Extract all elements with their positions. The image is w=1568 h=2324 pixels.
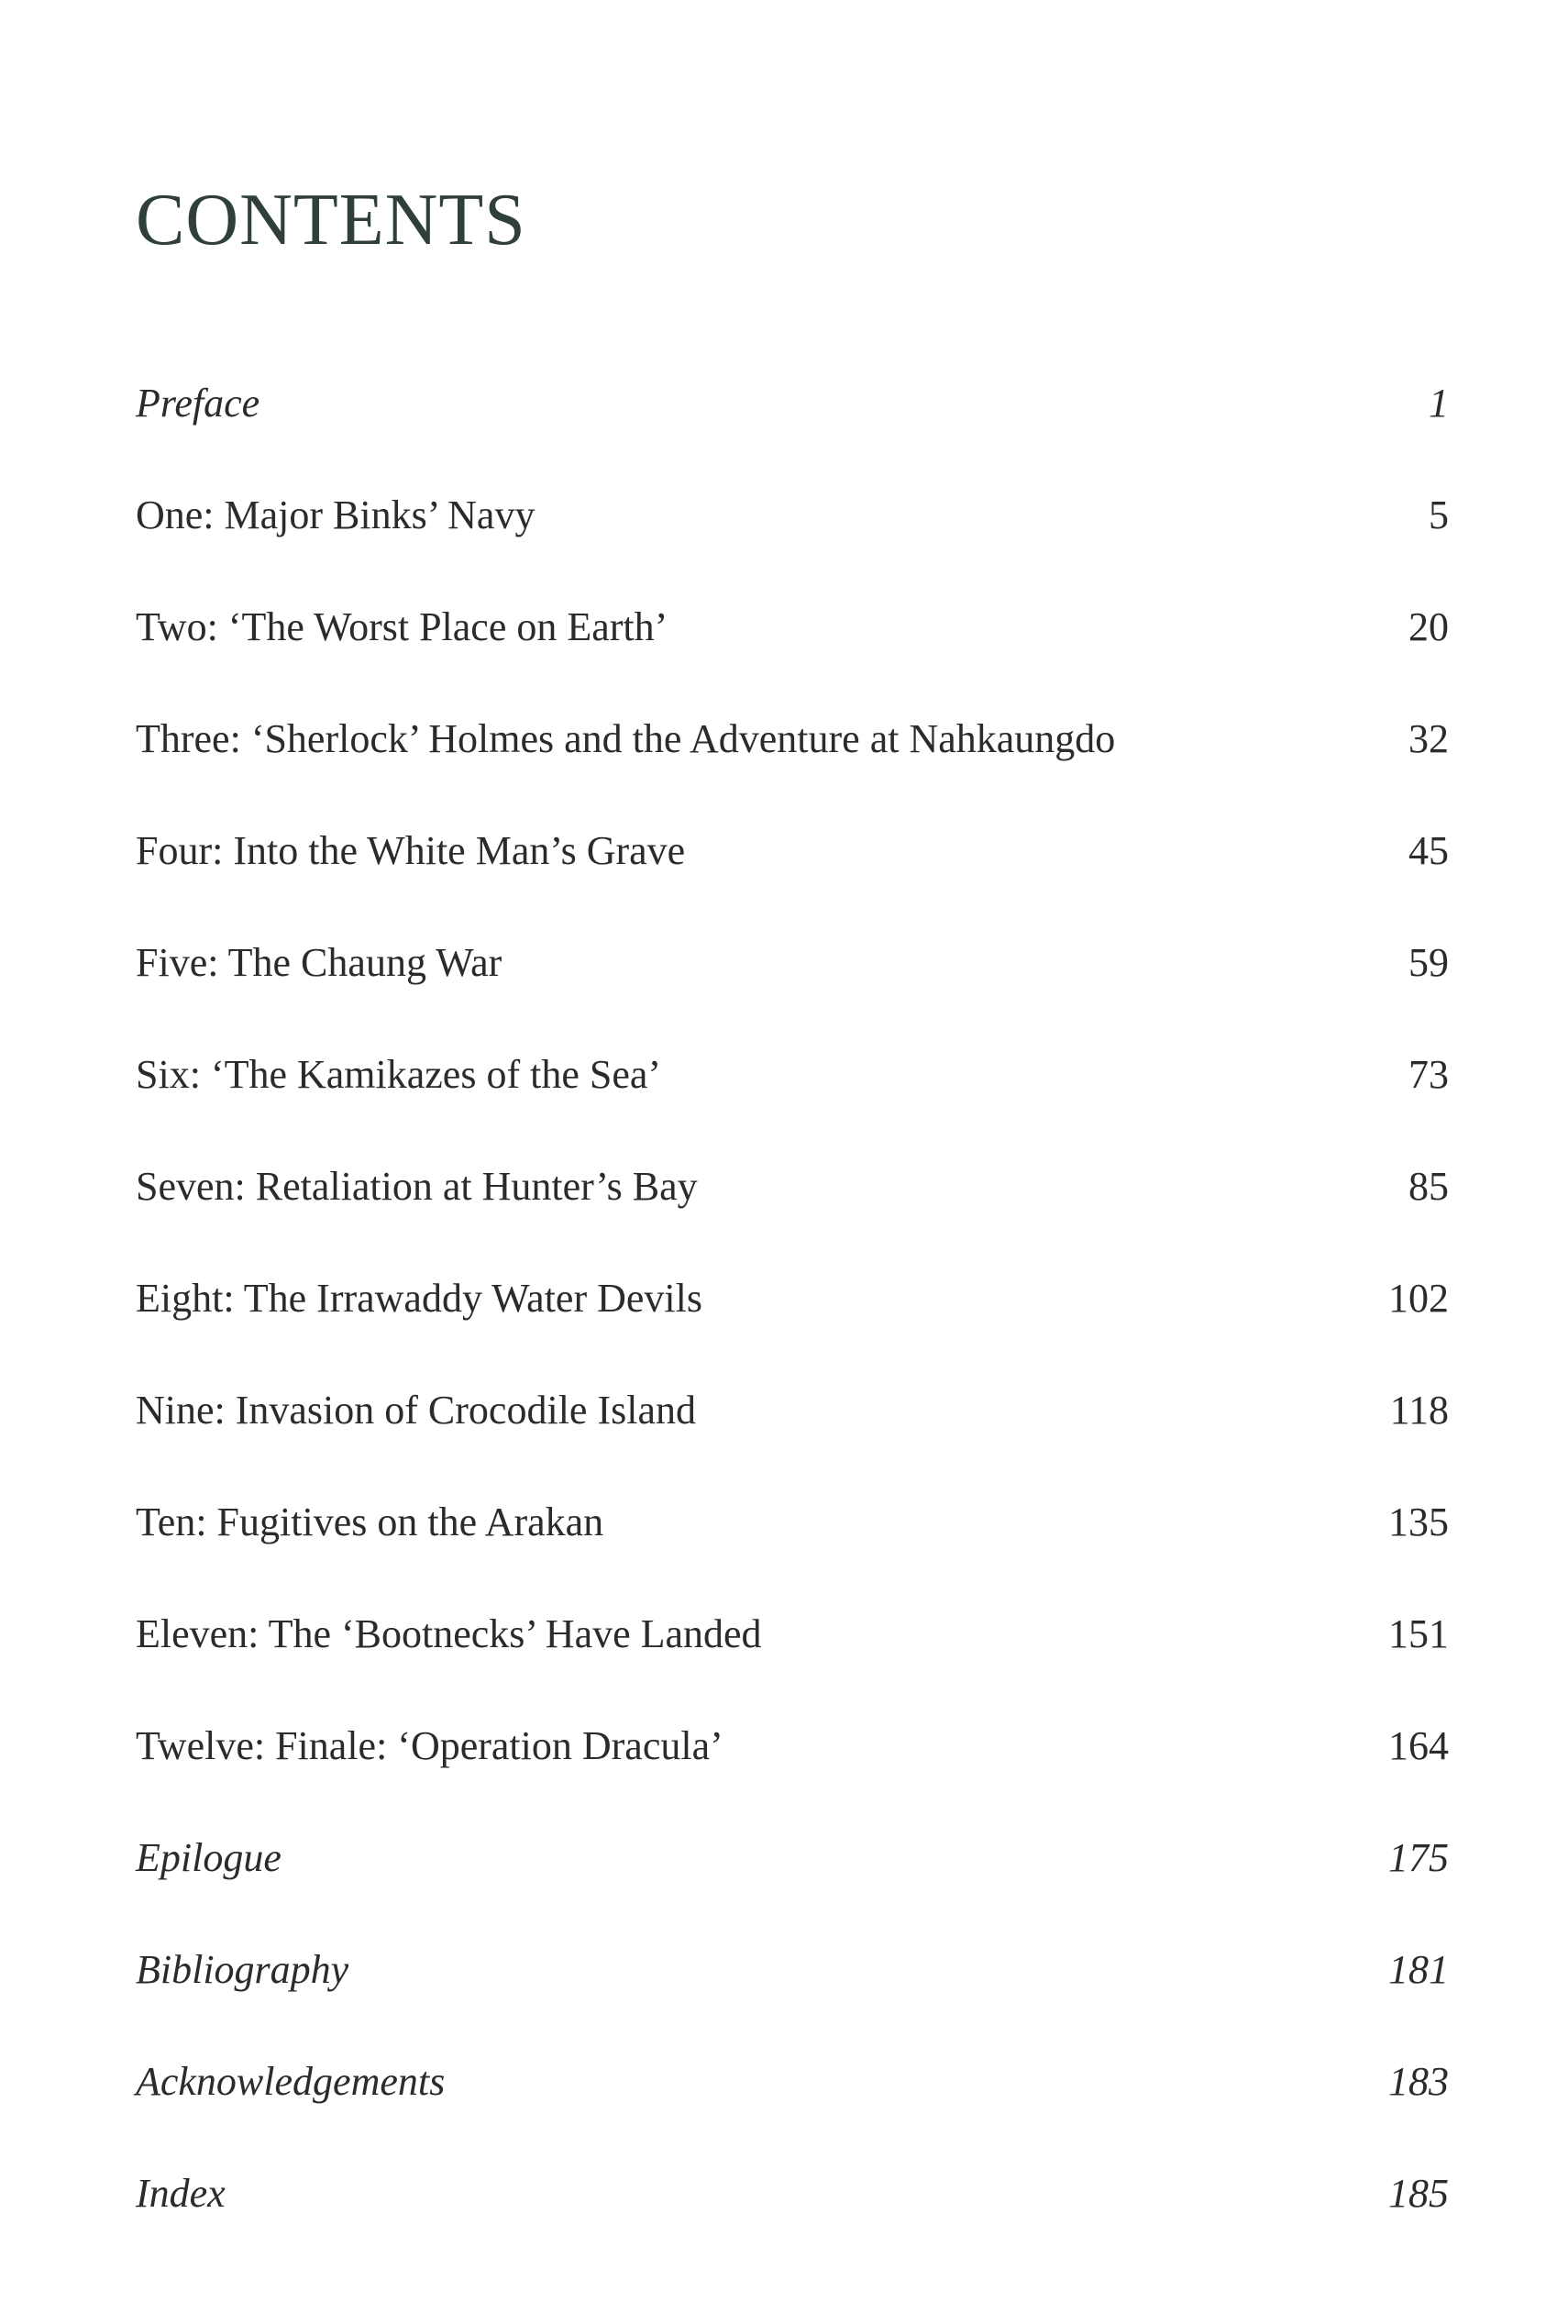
toc-entry-title: Bibliography	[136, 1947, 349, 1992]
toc-entry-page: 102	[1388, 1276, 1449, 1321]
toc-entry-chapter-two	[136, 600, 1449, 655]
toc-entry-chapter-one	[136, 488, 1449, 543]
toc-entry-chapter-five	[136, 935, 1449, 990]
toc-entry-chapter-ten	[136, 1495, 1449, 1550]
toc-entry-title: Eight: The Irrawaddy Water Devils	[136, 1276, 702, 1321]
toc-entry-title: Twelve: Finale: ‘Operation Dracula’	[136, 1723, 723, 1768]
toc-entry-title: Seven: Retaliation at Hunter’s Bay	[136, 1164, 698, 1209]
page-title: CONTENTS	[136, 180, 526, 260]
toc-entry-title: Epilogue	[136, 1835, 282, 1880]
toc-entry-page: 135	[1388, 1500, 1449, 1544]
toc-entry-page: 20	[1408, 604, 1449, 649]
toc-entry-page: 181	[1388, 1947, 1449, 1992]
toc-entry-page: 1	[1429, 381, 1449, 426]
toc-entry-chapter-eleven	[136, 1607, 1449, 1662]
toc-entry-page: 175	[1388, 1835, 1449, 1880]
toc-entry-chapter-three	[136, 712, 1449, 767]
toc-entry-title: One: Major Binks’ Navy	[136, 492, 536, 537]
toc-entry-page: 73	[1408, 1052, 1449, 1097]
toc-entry-title: Preface	[136, 381, 260, 426]
toc-entry-epilogue	[136, 1831, 1449, 1886]
toc-entry-title: Three: ‘Sherlock’ Holmes and the Adventure at Nahkaungdo	[136, 716, 1116, 761]
toc-entry-title: Five: The Chaung War	[136, 940, 502, 985]
toc-entry-title: Eleven: The ‘Bootnecks’ Have Landed	[136, 1611, 762, 1656]
toc-entry-page: 32	[1408, 716, 1449, 761]
toc-entry-index	[136, 2166, 1449, 2221]
toc-entry-chapter-seven	[136, 1159, 1449, 1214]
toc-entry-title: Two: ‘The Worst Place on Earth’	[136, 604, 668, 649]
toc-entry-page: 45	[1408, 828, 1449, 873]
toc-entry-title: Four: Into the White Man’s Grave	[136, 828, 686, 873]
toc-entry-page: 5	[1429, 492, 1449, 537]
toc-entry-page: 164	[1388, 1723, 1449, 1768]
toc-entry-title: Acknowledgements	[136, 2059, 446, 2104]
toc-entry-chapter-six	[136, 1047, 1449, 1102]
toc-entry-page: 59	[1408, 940, 1449, 985]
toc-entry-chapter-eight	[136, 1271, 1449, 1326]
toc-entry-bibliography	[136, 1942, 1449, 1998]
toc-entry-title: Nine: Invasion of Crocodile Island	[136, 1388, 696, 1433]
toc-entry-page: 85	[1408, 1164, 1449, 1209]
toc-entry-title: Ten: Fugitives on the Arakan	[136, 1500, 604, 1544]
toc-entry-chapter-twelve	[136, 1719, 1449, 1774]
toc-entry-chapter-nine	[136, 1383, 1449, 1438]
toc-entry-page: 118	[1389, 1388, 1449, 1433]
toc-entry-title: Index	[136, 2171, 226, 2216]
toc-entry-title: Six: ‘The Kamikazes of the Sea’	[136, 1052, 662, 1097]
toc-entry-page: 151	[1388, 1611, 1449, 1656]
toc-entry-page: 183	[1388, 2059, 1449, 2104]
toc-entry-preface	[136, 376, 1449, 431]
toc-entry-page: 185	[1388, 2171, 1449, 2216]
table-of-contents	[136, 0, 1449, 2324]
toc-entry-acknowledgements	[136, 2054, 1449, 2109]
toc-entry-chapter-four	[136, 824, 1449, 879]
